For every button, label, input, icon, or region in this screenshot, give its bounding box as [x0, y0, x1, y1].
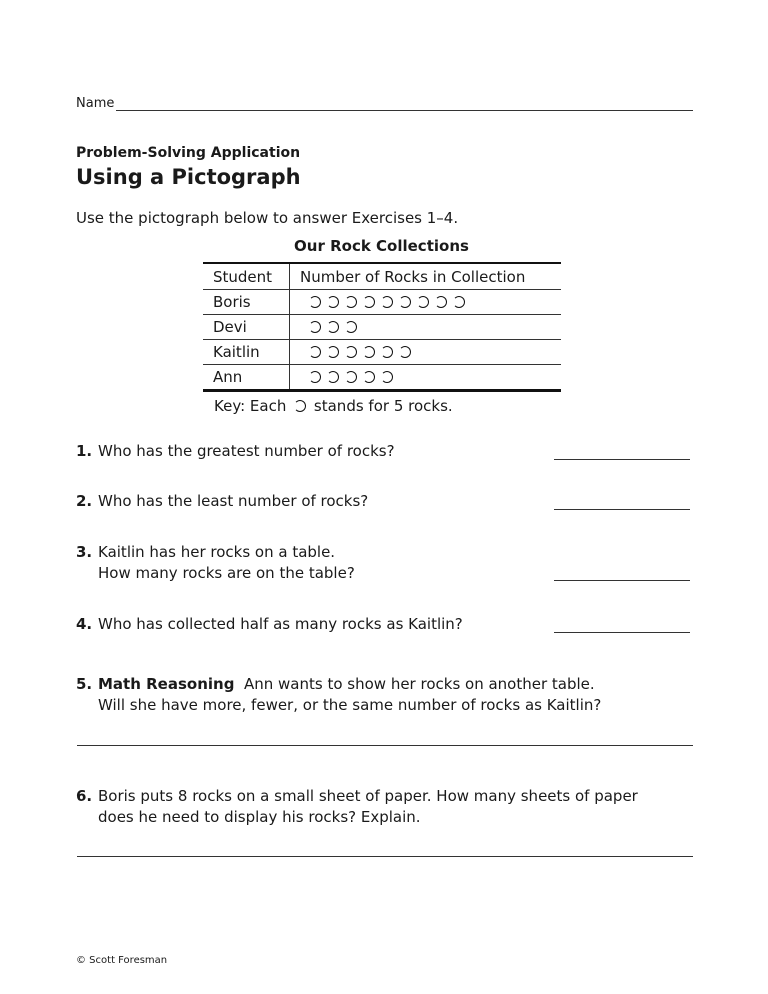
question-text: Kaitlin has her rocks on a table.: [98, 543, 336, 561]
table-row: [203, 315, 561, 340]
name-label: Name: [76, 96, 115, 111]
answer-line-4[interactable]: [554, 632, 690, 633]
question-number: 6.: [76, 787, 93, 805]
question-text: Ann wants to show her rocks on another table.: [243, 675, 595, 693]
question-text: Who has collected half as many rocks as Kaitlin?: [98, 615, 463, 633]
question-6: [76, 786, 638, 828]
answer-line-5[interactable]: [77, 745, 693, 746]
table-row: [203, 340, 561, 365]
rock-icon: [309, 321, 321, 333]
pictograph-table: [203, 262, 561, 392]
question-3: [76, 542, 355, 584]
student-name: Boris: [203, 290, 290, 315]
rock-icon: [435, 296, 447, 308]
rock-icon: [381, 346, 393, 358]
rock-symbols: [290, 315, 562, 340]
rock-icon: [363, 296, 375, 308]
header-rocks: Number of Rocks in Collection: [300, 267, 526, 286]
rock-symbols: [290, 365, 562, 391]
rock-icon: [399, 296, 411, 308]
rock-icon: [399, 346, 411, 358]
key-suffix: stands for 5 rocks.: [313, 397, 453, 415]
rock-icon: [345, 321, 357, 333]
pictograph-key: [214, 397, 453, 415]
name-input-line[interactable]: [116, 110, 693, 111]
student-name: Devi: [203, 315, 290, 340]
rock-icon: [327, 371, 339, 383]
copyright-footer: © Scott Foresman: [76, 955, 168, 966]
table-row: [203, 290, 561, 315]
question-text-line2: does he need to display his rocks? Explain.: [98, 808, 421, 826]
rock-icon: [309, 371, 321, 383]
question-text-line2: How many rocks are on the table?: [98, 564, 355, 582]
rock-icon: [309, 296, 321, 308]
rock-icon: [363, 371, 375, 383]
question-number: 1.: [76, 442, 93, 460]
rock-icon: [327, 321, 339, 333]
question-text-line2: Will she have more, fewer, or the same number of rocks as Kaitlin?: [98, 696, 602, 714]
rock-symbols: [290, 340, 562, 365]
rock-icon: [381, 371, 393, 383]
pictograph-title: Our Rock Collections: [294, 237, 469, 255]
rock-icon: [345, 371, 357, 383]
question-4: [76, 614, 463, 635]
page-title: Using a Pictograph: [76, 165, 301, 189]
instructions: Use the pictograph below to answer Exercises 1–4.: [76, 209, 459, 227]
rock-icon: [345, 296, 357, 308]
answer-line-1[interactable]: [554, 459, 690, 460]
rock-icon: [381, 296, 393, 308]
answer-line-3[interactable]: [554, 580, 690, 581]
question-text: Who has the least number of rocks?: [98, 492, 369, 510]
header-student: Student: [203, 263, 290, 290]
key-prefix: Key: Each: [214, 397, 287, 415]
student-name: Kaitlin: [203, 340, 290, 365]
rock-icon: [327, 346, 339, 358]
question-text: Who has the greatest number of rocks?: [98, 442, 395, 460]
rock-symbols: [290, 290, 562, 315]
rock-icon: [309, 346, 321, 358]
answer-line-2[interactable]: [554, 509, 690, 510]
rock-icon: [327, 296, 339, 308]
rock-icon: [294, 400, 306, 412]
question-text: Boris puts 8 rocks on a small sheet of paper. How many sheets of paper: [98, 787, 638, 805]
question-2: [76, 491, 368, 512]
rock-icon: [417, 296, 429, 308]
question-number: 2.: [76, 492, 93, 510]
section-subtitle: Problem-Solving Application: [76, 145, 301, 161]
question-bold-label: Math Reasoning: [98, 675, 235, 693]
question-1: [76, 441, 395, 462]
rock-icon: [345, 346, 357, 358]
answer-line-6[interactable]: [77, 856, 693, 857]
question-number: 5.: [76, 675, 93, 693]
question-5: [76, 674, 601, 716]
table-row: [203, 365, 561, 391]
question-number: 4.: [76, 615, 93, 633]
table-header-row: [203, 263, 561, 290]
rock-icon: [363, 346, 375, 358]
rock-icon: [453, 296, 465, 308]
student-name: Ann: [203, 365, 290, 391]
question-number: 3.: [76, 543, 93, 561]
